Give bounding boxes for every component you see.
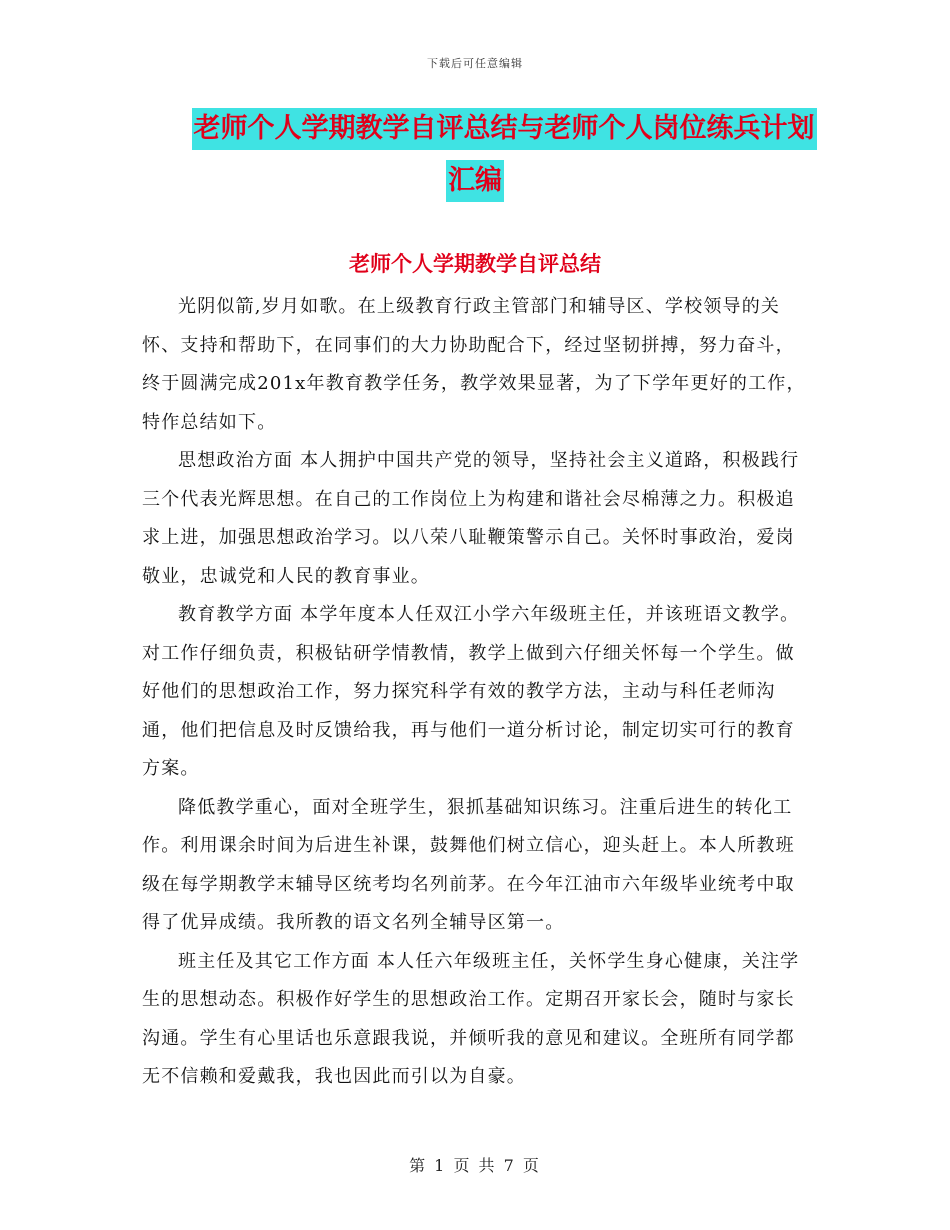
document-title [0,108,950,202]
body-text [142,288,810,1097]
header-note: 下载后可任意编辑 [427,57,523,70]
page-number: 第 1 页 共 7 页 [409,1156,541,1175]
document-title-line-1: 老师个人学期教学自评总结与老师个人岗位练兵计划 [192,108,817,150]
section-title: 老师个人学期教学自评总结 [349,252,601,276]
paragraph: 光阴似箭,岁月如歌。在上级教育行政主管部门和辅导区、学校领导的关怀、支持和帮助下，在同事们的大力协助配合下，经过坚韧拼搏，努力奋斗，终于圆满完成201x年教育教学任务，教学效果显著，为了下学年更好的工作，特作总结如下。 [142,296,806,433]
paragraph: 降低教学重心，面对全班学生，狠抓基础知识练习。注重后进生的转化工作。利用课余时间为后进生补课，鼓舞他们树立信心，迎头赶上。本人所教班级在每学期教学末辅导区统考均名列前茅。在今年江油市六年级毕业统考中取得了优异成绩。我所教的语文名列全辅导区第一。 [142,796,795,933]
paragraph: 教育教学方面 本学年度本人任双江小学六年级班主任，并该班语文教学。对工作仔细负责，积极钻研学情教情，教学上做到六仔细关怀每一个学生。做好他们的思想政治工作，努力探究科学有效的教学方法，主动与科任老师沟通，他们把信息及时反馈给我，再与他们一道分析讨论，制定切实可行的教育方案。 [142,604,800,779]
document-title-line-2: 汇编 [446,160,504,202]
paragraph: 班主任及其它工作方面 本人任六年级班主任，关怀学生身心健康，关注学生的思想动态。积极作好学生的思想政治工作。定期召开家长会，随时与家长沟通。学生有心里话也乐意跟我说，并倾听我的意见和建议。全班所有同学都无不信赖和爱戴我，我也因此而引以为自豪。 [142,950,800,1087]
paragraph: 思想政治方面 本人拥护中国共产党的领导，坚持社会主义道路，积极践行三个代表光辉思想。在自己的工作岗位上为构建和谐社会尽棉薄之力。积极追求上进，加强思想政治学习。以八荣八耻鞭策警示自己。关怀时事政治，爱岗敬业，忠诚党和人民的教育事业。 [142,450,800,587]
